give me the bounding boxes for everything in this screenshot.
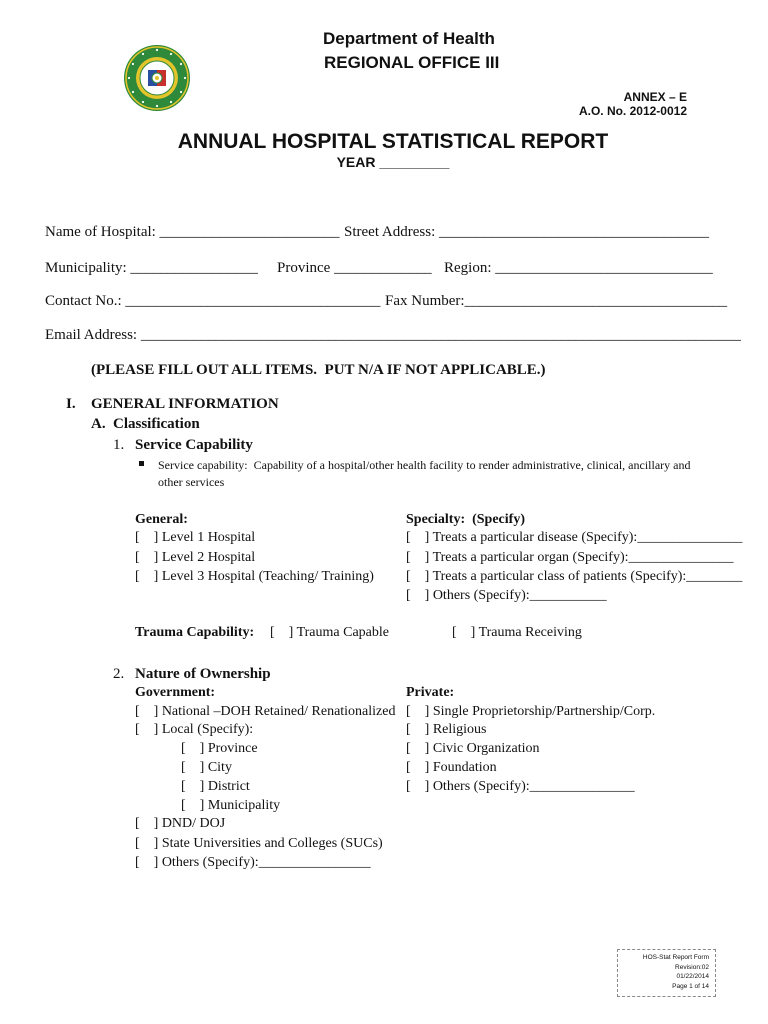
checkbox-level-1-hospital[interactable]: [ ] Level 1 Hospital [135, 530, 256, 545]
definition-text-continued: other services [158, 475, 225, 489]
item-title-nature-of-ownership: Nature of Ownership [135, 666, 271, 682]
bullet-icon [139, 461, 144, 466]
checkbox-dnd-doj[interactable]: [ ] DND/ DOJ [135, 816, 226, 831]
checkbox-level-2-hospital[interactable]: [ ] Level 2 Hospital [135, 550, 256, 565]
subsection-title: Classification [113, 416, 200, 432]
ao-number: A.O. No. 2012-0012 [578, 104, 687, 118]
department-name: Department of Health [323, 29, 495, 48]
checkbox-particular-disease[interactable]: [ ] Treats a particular disease (Specify):_______________ [406, 530, 743, 545]
specialty-header: Specialty: (Specify) [406, 512, 525, 527]
checkbox-local-city[interactable]: [ ] City [181, 760, 232, 775]
revision-number: Revision:02 [675, 963, 709, 971]
item-number: 2. [113, 666, 125, 682]
checkbox-foundation[interactable]: [ ] Foundation [406, 760, 497, 775]
item-title-service-capability: Service Capability [135, 437, 253, 453]
checkbox-specialty-others[interactable]: [ ] Others (Specify):___________ [406, 588, 607, 603]
checkbox-government-others[interactable]: [ ] Others (Specify):________________ [135, 855, 371, 870]
checkbox-trauma-capable[interactable]: [ ] Trauma Capable [270, 625, 389, 640]
checkbox-sucs[interactable]: [ ] State Universities and Colleges (SUCs) [135, 836, 383, 851]
fill-instruction: (PLEASE FILL OUT ALL ITEMS. PUT N/A IF NOT APPLICABLE.) [91, 362, 546, 378]
checkbox-trauma-receiving[interactable]: [ ] Trauma Receiving [452, 625, 582, 640]
section-title: GENERAL INFORMATION [91, 396, 279, 412]
report-year-field[interactable]: YEAR _________ [336, 154, 450, 170]
government-header: Government: [135, 685, 216, 700]
province-field[interactable]: Province _____________ [277, 260, 432, 276]
trauma-capability-label: Trauma Capability: [135, 625, 255, 640]
street-address-field[interactable]: Street Address: ____________________________________ [344, 224, 709, 240]
section-number: I. [66, 396, 76, 412]
checkbox-level-3-hospital[interactable]: [ ] Level 3 Hospital (Teaching/ Training) [135, 569, 374, 584]
revision-date: 01/22/2014 [676, 973, 709, 980]
item-number: 1. [113, 437, 125, 453]
page-number: Page 1 of 14 [672, 982, 709, 990]
checkbox-private-others[interactable]: [ ] Others (Specify):_______________ [406, 779, 635, 794]
annex-label: ANNEX – E [623, 90, 687, 104]
checkbox-particular-organ[interactable]: [ ] Treats a particular organ (Specify):_______________ [406, 550, 734, 565]
checkbox-local-district[interactable]: [ ] District [181, 779, 250, 794]
form-revision-stamp [617, 949, 716, 997]
hospital-name-field[interactable]: Name of Hospital: ________________________ [45, 224, 340, 240]
checkbox-particular-class-patients[interactable]: [ ] Treats a particular class of patients (Specify):________ [406, 569, 743, 584]
email-address-field[interactable]: Email Address: ________________________________________________________________________________ [45, 327, 741, 343]
general-header: General: [135, 512, 188, 527]
private-header: Private: [406, 685, 455, 700]
contact-number-field[interactable]: Contact No.: __________________________________ [45, 293, 381, 309]
checkbox-local-municipality[interactable]: [ ] Municipality [181, 798, 281, 813]
checkbox-national-doh[interactable]: [ ] National –DOH Retained/ Renationalized [135, 704, 396, 719]
checkbox-local[interactable]: [ ] Local (Specify): [135, 722, 254, 737]
checkbox-religious[interactable]: [ ] Religious [406, 722, 487, 737]
report-title: ANNUAL HOSPITAL STATISTICAL REPORT [177, 130, 609, 153]
checkbox-local-province[interactable]: [ ] Province [181, 741, 258, 756]
region-field[interactable]: Region: _____________________________ [444, 260, 713, 276]
definition-text: Service capability: Capability of a hospital/other health facility to render administrative, clinical, ancillary and [158, 458, 691, 472]
checkbox-civic-organization[interactable]: [ ] Civic Organization [406, 741, 540, 756]
form-name: HOS-Stat Report Form [642, 954, 709, 961]
subsection-letter: A. [91, 416, 106, 432]
fax-number-field[interactable]: Fax Number:___________________________________ [385, 293, 728, 309]
checkbox-single-proprietorship[interactable]: [ ] Single Proprietorship/Partnership/Corp. [406, 704, 656, 719]
regional-office-title: REGIONAL OFFICE III [324, 53, 500, 72]
municipality-field[interactable]: Municipality: _________________ [45, 260, 258, 276]
doh-seal-logo [115, 26, 183, 94]
